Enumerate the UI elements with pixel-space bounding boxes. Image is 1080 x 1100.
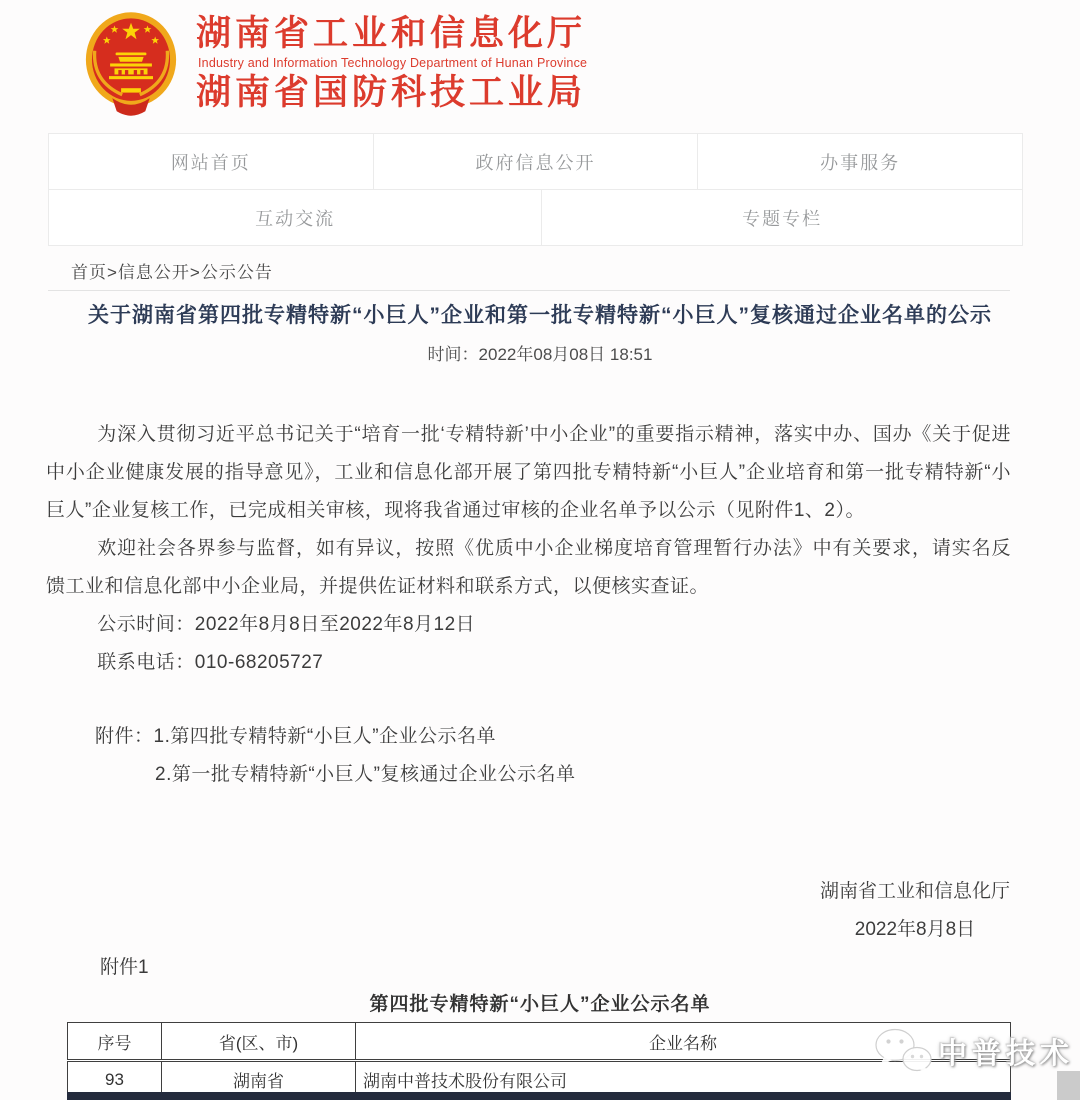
divider	[48, 290, 1010, 291]
spacer	[46, 682, 1011, 718]
notice-period: 公示时间：2022年8月8日至2022年8月12日	[97, 614, 476, 635]
table-title: 第四批专精特新“小巨人”企业公示名单	[369, 994, 711, 1015]
signature-block	[820, 873, 1010, 949]
paragraph-1: 为深入贯彻习近平总书记关于“培育一批‘专精特新’中小企业”的重要指示精神，落实中办、国办《关于促进中小企业健康发展的指导意见》，工业和信息化部开展了第四批专精特新“小巨人”企业培育和第一批专精特新“小巨人”企业复核工作，已完成相关审核，现将我省通过审核的企业名单予以公示（见附件1、2）。	[46, 424, 1011, 521]
watermark	[872, 1026, 1074, 1076]
nav-item-gov-info[interactable]: 政府信息公开	[373, 133, 699, 190]
nav-item-services[interactable]: 办事服务	[697, 133, 1023, 190]
col-header-province: 省(区、市)	[162, 1023, 356, 1061]
signature-date: 2022年8月8日	[854, 919, 976, 940]
table-next-row-partial	[67, 1092, 1011, 1100]
attachment-item-2: 2.第一批专精特新“小巨人”复核通过企业公示名单	[155, 764, 576, 785]
nav-row-2	[48, 189, 1023, 246]
col-header-name: 企业名称	[356, 1023, 1011, 1061]
wechat-logo-icon	[872, 1026, 934, 1076]
col-header-seq: 序号	[68, 1023, 162, 1061]
nav-row-1	[48, 133, 1023, 190]
table-header-row	[68, 1023, 1011, 1061]
cell-seq: 93	[68, 1061, 162, 1098]
enterprise-table	[67, 1022, 1011, 1098]
publish-time: 时间：2022年08月08日 18:51	[427, 345, 653, 364]
breadcrumb[interactable]: 首页>信息公开>公示公告	[71, 263, 273, 282]
cell-province: 湖南省	[162, 1061, 356, 1098]
main-nav	[48, 133, 1023, 246]
nav-item-home[interactable]: 网站首页	[48, 133, 374, 190]
contact-phone: 联系电话：010-68205727	[97, 652, 324, 673]
org-title-2: 湖南省国防科技工业局	[196, 73, 587, 112]
attachment-item-1: 1.第四批专精特新“小巨人”企业公示名单	[153, 726, 497, 747]
attachments-label: 附件：	[95, 726, 154, 747]
paragraph-2: 欢迎社会各界参与监督，如有异议，按照《优质中小企业梯度培育管理暂行办法》中有关要求，请实名反馈工业和信息化部中小企业局，并提供佐证材料和联系方式，以便核实查证。	[46, 538, 1011, 597]
nav-item-interaction[interactable]: 互动交流	[48, 189, 542, 246]
cell-company-name: 湖南中普技术股份有限公司	[356, 1061, 1011, 1098]
org-title-en: Industry and Information Technology Department of Hunan Province	[198, 56, 588, 70]
nav-item-special-columns[interactable]: 专题专栏	[541, 189, 1023, 246]
annex-label: 附件1	[100, 957, 149, 978]
signature-org: 湖南省工业和信息化厅	[819, 881, 1010, 902]
attachment-line-1	[46, 718, 1011, 756]
site-header	[196, 14, 587, 113]
national-emblem-logo	[76, 8, 186, 120]
page-title: 关于湖南省第四批专精特新“小巨人”企业和第一批专精特新“小巨人”复核通过企业名单的公示	[88, 304, 992, 327]
article-body	[46, 416, 1011, 794]
org-title-1: 湖南省工业和信息化厅	[196, 14, 587, 53]
watermark-text: 中普技术	[938, 1037, 1075, 1070]
